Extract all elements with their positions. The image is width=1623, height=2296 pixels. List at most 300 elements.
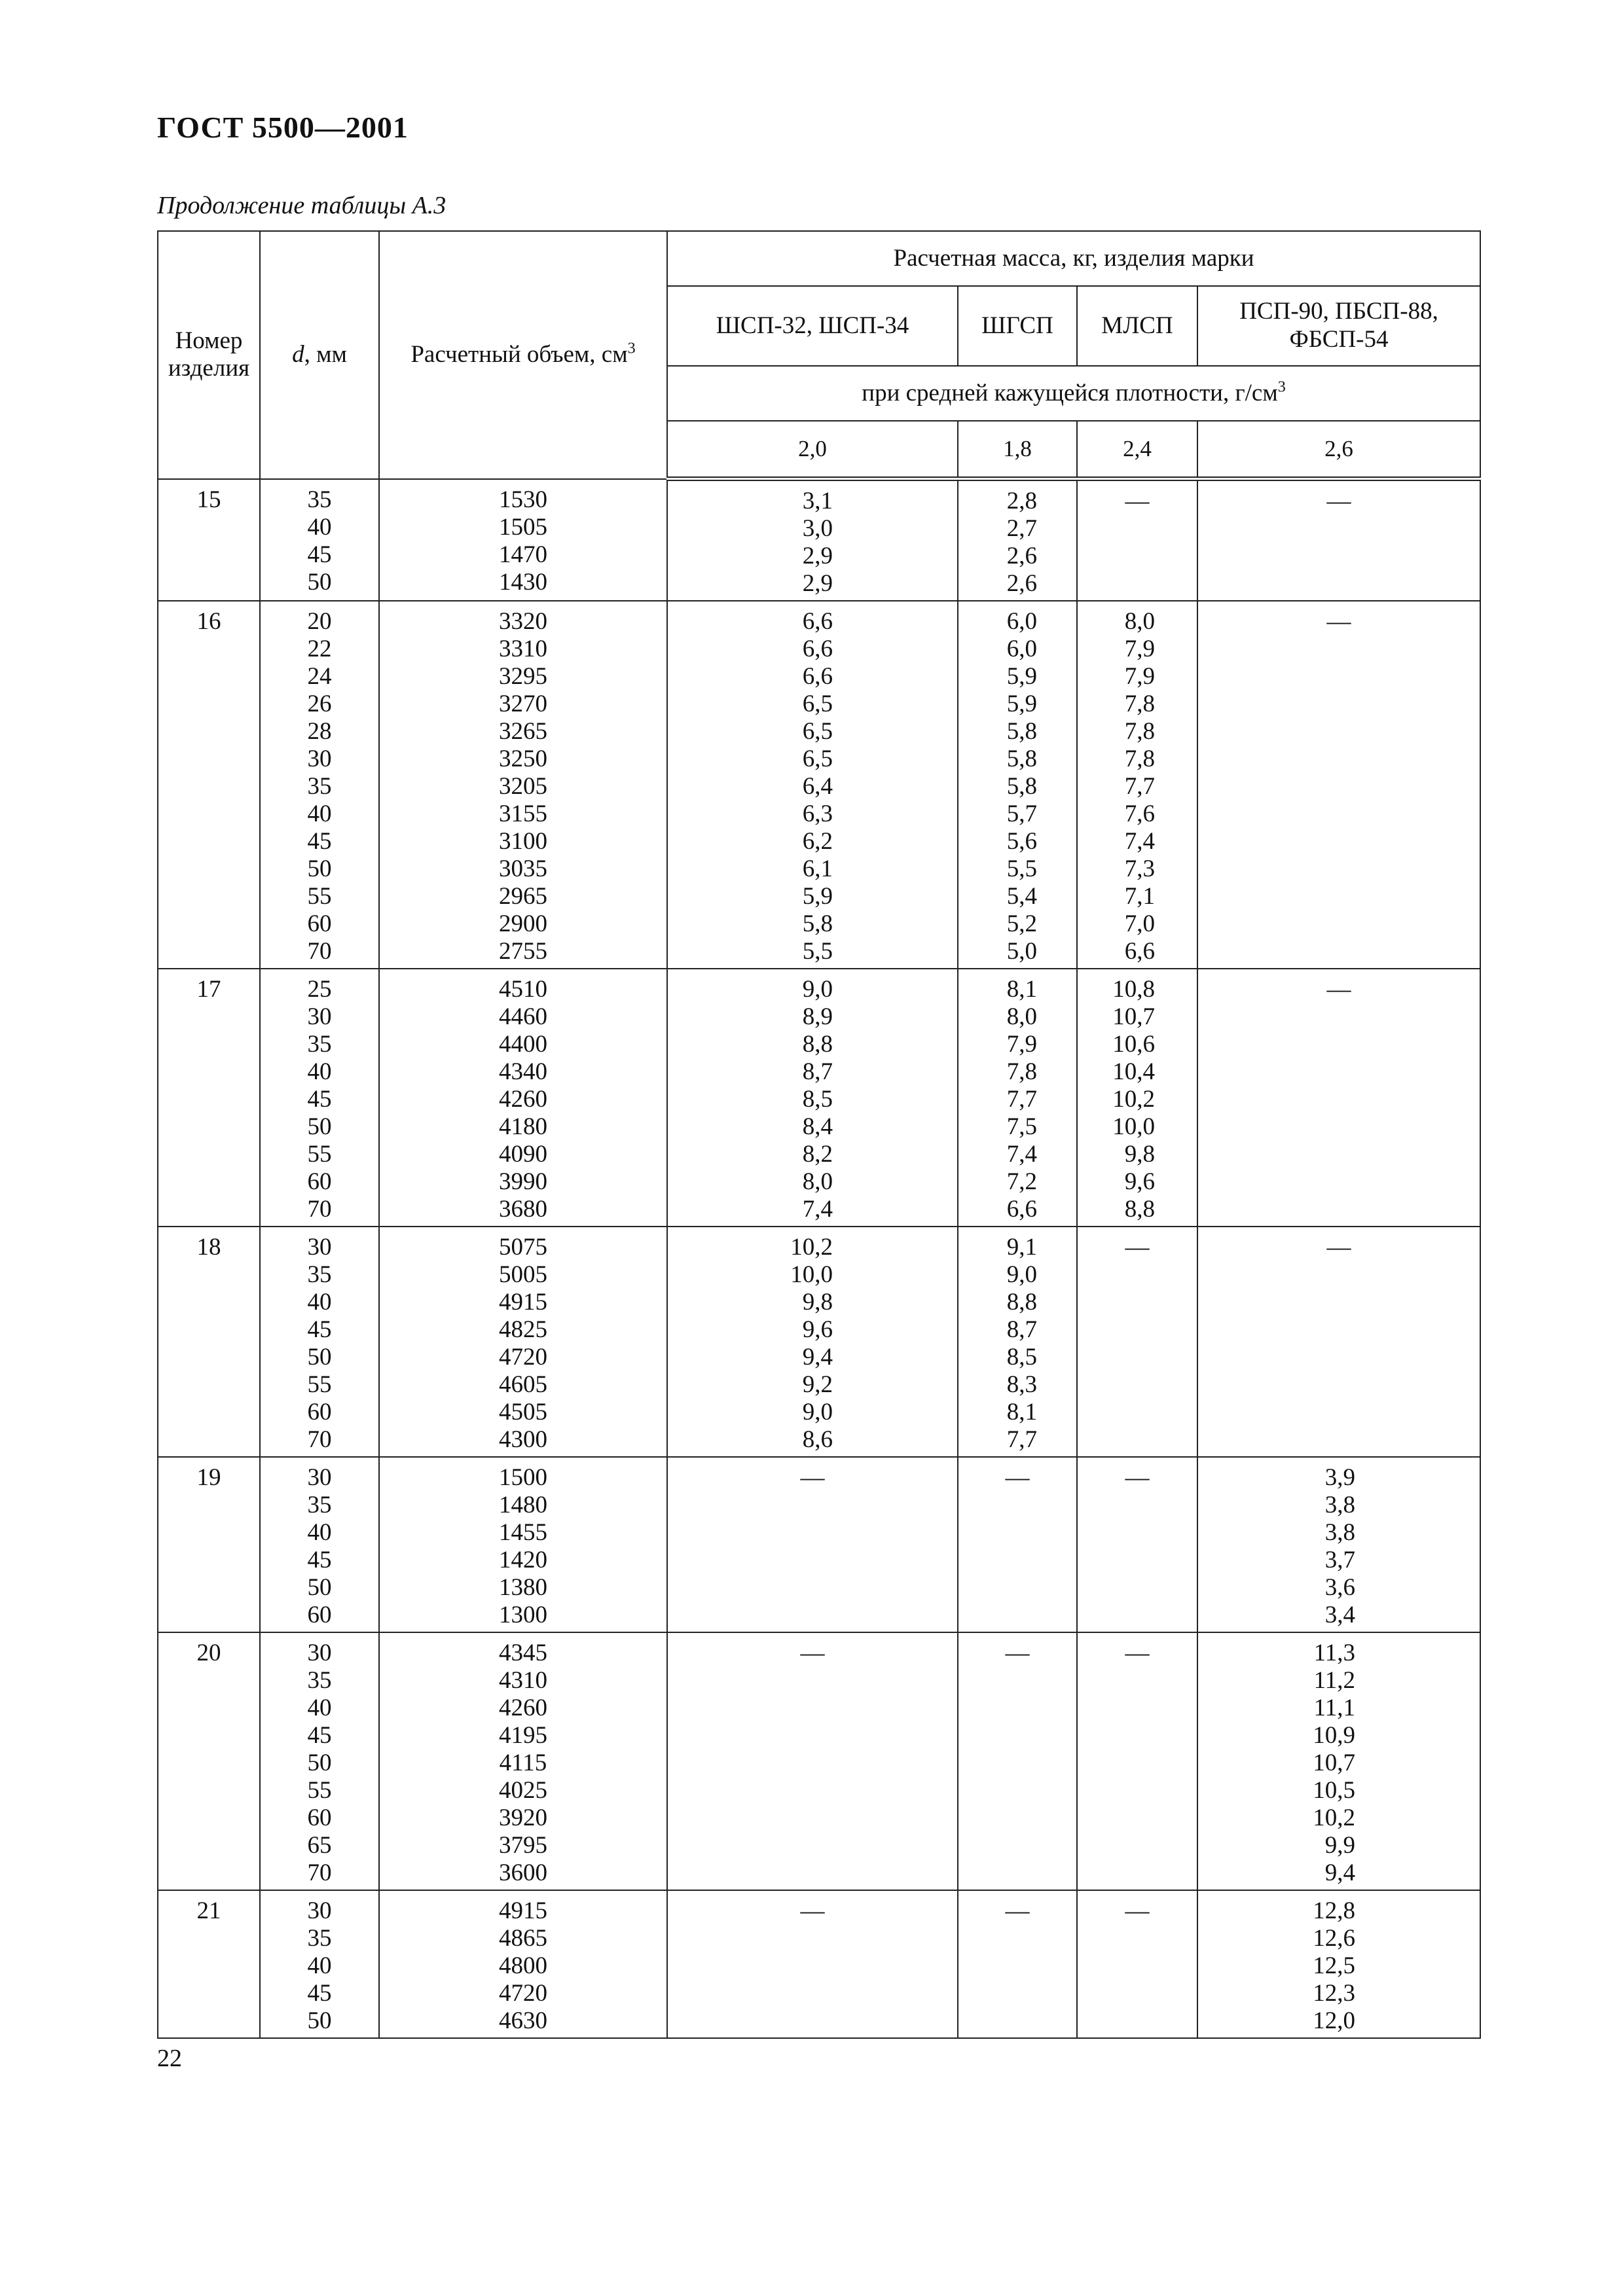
volume-value: 3100 bbox=[499, 828, 547, 855]
volume-value: 4260 bbox=[499, 1086, 547, 1113]
shgsp-value: 2,6 bbox=[1006, 570, 1037, 597]
header-density-mlsp: 2,4 bbox=[1077, 421, 1197, 479]
shsp-value: 6,5 bbox=[802, 691, 833, 717]
mlsp-value: 10,7 bbox=[1112, 1003, 1155, 1030]
d-value: 50 bbox=[307, 1749, 332, 1776]
table-row bbox=[158, 601, 1480, 969]
d-value: 70 bbox=[307, 1196, 332, 1223]
shgsp-value: 5,0 bbox=[1006, 938, 1037, 965]
d-value: 35 bbox=[307, 1492, 332, 1518]
mass-shgsp-cell bbox=[958, 969, 1077, 1227]
document-title: ГОСТ 5500—2001 bbox=[157, 111, 409, 144]
volume-value: 3155 bbox=[499, 800, 547, 827]
mass-shsp-cell bbox=[667, 601, 958, 969]
d-value: 50 bbox=[307, 1113, 332, 1140]
shsp-value: 6,3 bbox=[802, 800, 833, 827]
d-value: 40 bbox=[307, 513, 332, 541]
header-brand-shgsp: ШГСП bbox=[958, 286, 1077, 366]
d-cell bbox=[260, 1227, 379, 1457]
psp-value: 10,5 bbox=[1313, 1777, 1356, 1804]
mass-shsp-cell bbox=[667, 1227, 958, 1457]
shsp-value: 9,0 bbox=[802, 976, 833, 1003]
mass-shgsp-cell bbox=[958, 601, 1077, 969]
psp-value: 3,9 bbox=[1324, 1464, 1356, 1491]
volume-cell bbox=[379, 1890, 667, 2038]
volume-value: 4825 bbox=[499, 1316, 547, 1343]
volume-value: 4865 bbox=[499, 1925, 547, 1952]
d-cell bbox=[260, 479, 379, 601]
d-value: 35 bbox=[307, 1261, 332, 1288]
mass-mlsp-cell bbox=[1077, 1890, 1197, 2038]
d-value: 55 bbox=[307, 883, 332, 910]
volume-value: 4915 bbox=[499, 1897, 547, 1924]
d-value: 45 bbox=[307, 541, 332, 568]
mlsp-value: 10,8 bbox=[1112, 976, 1155, 1003]
mlsp-value: 6,6 bbox=[1124, 938, 1155, 965]
shsp-value: 6,6 bbox=[802, 663, 833, 690]
header-brand-shsp: ШСП-32, ШСП-34 bbox=[667, 286, 958, 366]
item-number: 21 bbox=[196, 1897, 221, 1924]
volume-value: 4195 bbox=[499, 1722, 547, 1749]
shgsp-value: 7,9 bbox=[1006, 1031, 1037, 1058]
shgsp-value: 2,8 bbox=[1006, 488, 1037, 514]
shgsp-value: 2,6 bbox=[1006, 543, 1037, 569]
volume-value: 4505 bbox=[499, 1399, 547, 1426]
volume-value: 4260 bbox=[499, 1695, 547, 1721]
item-number-cell bbox=[158, 969, 260, 1227]
shgsp-value: 5,9 bbox=[1006, 691, 1037, 717]
shsp-value: 6,4 bbox=[802, 773, 833, 800]
header-brand-psp: ПСП-90, ПБСП-88, ФБСП-54 bbox=[1197, 286, 1480, 366]
shsp-value: 9,2 bbox=[802, 1371, 833, 1398]
shsp-value: 3,1 bbox=[802, 488, 833, 514]
d-value: 40 bbox=[307, 1695, 332, 1721]
shgsp-value: 8,0 bbox=[1006, 1003, 1037, 1030]
d-value: 45 bbox=[307, 828, 332, 855]
shgsp-value: 8,3 bbox=[1006, 1371, 1037, 1398]
dash-value: — bbox=[1326, 608, 1351, 635]
shsp-value: 6,6 bbox=[802, 636, 833, 662]
header-density-shgsp: 1,8 bbox=[958, 421, 1077, 479]
mlsp-value: 7,1 bbox=[1124, 883, 1155, 910]
shsp-value: 8,7 bbox=[802, 1058, 833, 1085]
shsp-value: 5,8 bbox=[802, 910, 833, 937]
mlsp-value: 9,8 bbox=[1124, 1141, 1155, 1168]
header-volume bbox=[379, 231, 667, 479]
d-cell bbox=[260, 1632, 379, 1890]
shsp-value: 5,5 bbox=[802, 938, 833, 965]
psp-value: 11,1 bbox=[1313, 1695, 1356, 1721]
volume-cell bbox=[379, 1227, 667, 1457]
d-value: 65 bbox=[307, 1832, 332, 1859]
shgsp-value: 6,0 bbox=[1006, 608, 1037, 635]
d-value: 30 bbox=[307, 1464, 332, 1491]
mlsp-value: 8,0 bbox=[1124, 608, 1155, 635]
table-row bbox=[158, 1227, 1480, 1457]
item-number: 20 bbox=[196, 1640, 221, 1666]
d-value: 35 bbox=[307, 1667, 332, 1694]
d-value: 35 bbox=[307, 1925, 332, 1952]
item-number-cell bbox=[158, 479, 260, 601]
d-value: 45 bbox=[307, 1547, 332, 1573]
volume-value: 5005 bbox=[499, 1261, 547, 1288]
item-number-cell bbox=[158, 1890, 260, 2038]
volume-value: 4460 bbox=[499, 1003, 547, 1030]
d-value: 30 bbox=[307, 1897, 332, 1924]
volume-value: 5075 bbox=[499, 1234, 547, 1261]
dash-value: — bbox=[1005, 1464, 1030, 1491]
shgsp-value: 7,8 bbox=[1006, 1058, 1037, 1085]
mlsp-value: 10,6 bbox=[1112, 1031, 1155, 1058]
shsp-value: 2,9 bbox=[802, 543, 833, 569]
volume-value: 3250 bbox=[499, 745, 547, 772]
mlsp-value: 7,8 bbox=[1124, 691, 1155, 717]
shsp-value: 10,2 bbox=[790, 1234, 833, 1261]
mass-shgsp-cell bbox=[958, 1890, 1077, 2038]
volume-value: 4310 bbox=[499, 1667, 547, 1694]
shgsp-value: 5,8 bbox=[1006, 773, 1037, 800]
psp-value: 12,0 bbox=[1313, 2007, 1356, 2034]
dash-value: — bbox=[1125, 1897, 1150, 1924]
d-value: 45 bbox=[307, 1086, 332, 1113]
mlsp-value: 10,2 bbox=[1112, 1086, 1155, 1113]
volume-value: 4510 bbox=[499, 976, 547, 1003]
shgsp-value: 7,4 bbox=[1006, 1141, 1037, 1168]
shgsp-value: 5,4 bbox=[1006, 883, 1037, 910]
shsp-value: 9,8 bbox=[802, 1289, 833, 1316]
volume-value: 3035 bbox=[499, 855, 547, 882]
shgsp-value: 9,0 bbox=[1006, 1261, 1037, 1288]
mass-psp-cell bbox=[1197, 1227, 1480, 1457]
dash-value: — bbox=[800, 1640, 825, 1666]
d-value: 50 bbox=[307, 855, 332, 882]
volume-value: 4115 bbox=[499, 1749, 547, 1776]
volume-value: 4800 bbox=[499, 1952, 547, 1979]
header-volume-text: Расчетный объем, см bbox=[410, 340, 628, 368]
volume-value: 2755 bbox=[499, 938, 547, 965]
header-d bbox=[260, 231, 379, 479]
d-value: 35 bbox=[307, 773, 332, 800]
dash-value: — bbox=[800, 1464, 825, 1491]
mlsp-value: 7,8 bbox=[1124, 745, 1155, 772]
volume-value: 4720 bbox=[499, 1980, 547, 2007]
shsp-value: 9,4 bbox=[802, 1344, 833, 1371]
shsp-value: 8,0 bbox=[802, 1168, 833, 1195]
shsp-value: 8,5 bbox=[802, 1086, 833, 1113]
volume-value: 4720 bbox=[499, 1344, 547, 1371]
d-value: 60 bbox=[307, 910, 332, 937]
d-value: 40 bbox=[307, 1289, 332, 1316]
d-value: 60 bbox=[307, 1399, 332, 1426]
psp-value: 3,8 bbox=[1324, 1492, 1356, 1518]
shgsp-value: 6,6 bbox=[1006, 1196, 1037, 1223]
shgsp-value: 8,7 bbox=[1006, 1316, 1037, 1343]
psp-value: 11,2 bbox=[1313, 1667, 1356, 1694]
volume-cell bbox=[379, 601, 667, 969]
dash-value: — bbox=[1005, 1640, 1030, 1666]
d-value: 50 bbox=[307, 2007, 332, 2034]
volume-value: 3320 bbox=[499, 608, 547, 635]
mass-mlsp-cell bbox=[1077, 969, 1197, 1227]
shsp-value: 8,9 bbox=[802, 1003, 833, 1030]
mass-mlsp-cell bbox=[1077, 479, 1197, 601]
volume-value: 4345 bbox=[499, 1640, 547, 1666]
volume-cell bbox=[379, 479, 667, 601]
d-value: 55 bbox=[307, 1371, 332, 1398]
header-d-symbol: d bbox=[292, 340, 304, 368]
header-density-psp: 2,6 bbox=[1197, 421, 1480, 479]
mlsp-value: 10,0 bbox=[1112, 1113, 1155, 1140]
shsp-value: 8,8 bbox=[802, 1031, 833, 1058]
table-row bbox=[158, 1632, 1480, 1890]
header-brand-mlsp: МЛСП bbox=[1077, 286, 1197, 366]
shgsp-value: 7,7 bbox=[1006, 1426, 1037, 1453]
page-number: 22 bbox=[157, 2045, 182, 2072]
mass-shgsp-cell bbox=[958, 1457, 1077, 1632]
d-value: 55 bbox=[307, 1777, 332, 1804]
header-volume-sup: 3 bbox=[627, 340, 636, 357]
shgsp-value: 8,5 bbox=[1006, 1344, 1037, 1371]
mass-mlsp-cell bbox=[1077, 1227, 1197, 1457]
volume-value: 1380 bbox=[499, 1574, 547, 1601]
shgsp-value: 2,7 bbox=[1006, 515, 1037, 542]
dash-value: — bbox=[1326, 488, 1351, 514]
shsp-value: 6,6 bbox=[802, 608, 833, 635]
volume-value: 3990 bbox=[499, 1168, 547, 1195]
shgsp-value: 6,0 bbox=[1006, 636, 1037, 662]
d-cell bbox=[260, 969, 379, 1227]
psp-value: 12,3 bbox=[1313, 1980, 1356, 2007]
volume-value: 4025 bbox=[499, 1777, 547, 1804]
shsp-value: 6,1 bbox=[802, 855, 833, 882]
shgsp-value: 8,1 bbox=[1006, 1399, 1037, 1426]
volume-value: 1420 bbox=[499, 1547, 547, 1573]
mlsp-value: 7,9 bbox=[1124, 636, 1155, 662]
d-value: 70 bbox=[307, 938, 332, 965]
psp-value: 3,4 bbox=[1324, 1602, 1356, 1628]
mass-mlsp-cell bbox=[1077, 1457, 1197, 1632]
shsp-value: 6,5 bbox=[802, 745, 833, 772]
d-value: 40 bbox=[307, 1952, 332, 1979]
shsp-value: 8,4 bbox=[802, 1113, 833, 1140]
d-value: 28 bbox=[307, 718, 332, 745]
item-number: 18 bbox=[196, 1234, 221, 1261]
dash-value: — bbox=[1125, 1464, 1150, 1491]
dash-value: — bbox=[1005, 1897, 1030, 1924]
mlsp-value: 7,4 bbox=[1124, 828, 1155, 855]
volume-value: 1430 bbox=[499, 568, 547, 596]
dash-value: — bbox=[1125, 488, 1150, 514]
shsp-value: 2,9 bbox=[802, 570, 833, 597]
d-value: 30 bbox=[307, 1234, 332, 1261]
volume-value: 1455 bbox=[499, 1519, 547, 1546]
d-value: 60 bbox=[307, 1168, 332, 1195]
d-value: 20 bbox=[307, 608, 332, 635]
d-value: 40 bbox=[307, 1519, 332, 1546]
mass-shsp-cell bbox=[667, 1457, 958, 1632]
d-value: 35 bbox=[307, 1031, 332, 1058]
dash-value: — bbox=[1125, 1234, 1150, 1261]
d-value: 50 bbox=[307, 1574, 332, 1601]
shsp-value: 6,5 bbox=[802, 718, 833, 745]
psp-value: 12,8 bbox=[1313, 1897, 1356, 1924]
mass-shsp-cell bbox=[667, 1632, 958, 1890]
item-number: 15 bbox=[196, 486, 221, 513]
mlsp-value: 7,7 bbox=[1124, 773, 1155, 800]
d-value: 70 bbox=[307, 1859, 332, 1886]
mlsp-value: 7,8 bbox=[1124, 718, 1155, 745]
volume-value: 3795 bbox=[499, 1832, 547, 1859]
shsp-value: 9,0 bbox=[802, 1399, 833, 1426]
shsp-value: 9,6 bbox=[802, 1316, 833, 1343]
d-value: 22 bbox=[307, 636, 332, 662]
dash-value: — bbox=[1125, 1640, 1150, 1666]
item-number-cell bbox=[158, 601, 260, 969]
shgsp-value: 7,2 bbox=[1006, 1168, 1037, 1195]
volume-value: 1505 bbox=[499, 513, 547, 541]
item-number: 16 bbox=[196, 608, 221, 635]
volume-value: 4300 bbox=[499, 1426, 547, 1453]
psp-value: 3,7 bbox=[1324, 1547, 1356, 1573]
mass-psp-cell bbox=[1197, 601, 1480, 969]
volume-value: 4340 bbox=[499, 1058, 547, 1085]
shsp-value: 5,9 bbox=[802, 883, 833, 910]
mass-psp-cell bbox=[1197, 1632, 1480, 1890]
d-value: 60 bbox=[307, 1804, 332, 1831]
header-mass-group: Расчетная масса, кг, изделия марки bbox=[667, 231, 1480, 286]
volume-value: 3920 bbox=[499, 1804, 547, 1831]
volume-value: 3265 bbox=[499, 718, 547, 745]
d-value: 24 bbox=[307, 663, 332, 690]
shsp-value: 8,2 bbox=[802, 1141, 833, 1168]
psp-value: 10,7 bbox=[1313, 1749, 1356, 1776]
shsp-value: 10,0 bbox=[790, 1261, 833, 1288]
mass-shgsp-cell bbox=[958, 479, 1077, 601]
volume-value: 4180 bbox=[499, 1113, 547, 1140]
d-value: 30 bbox=[307, 1003, 332, 1030]
volume-value: 4090 bbox=[499, 1141, 547, 1168]
mass-psp-cell bbox=[1197, 1457, 1480, 1632]
psp-value: 10,9 bbox=[1313, 1722, 1356, 1749]
mlsp-value: 8,8 bbox=[1124, 1196, 1155, 1223]
volume-cell bbox=[379, 969, 667, 1227]
d-value: 45 bbox=[307, 1980, 332, 2007]
item-number-cell bbox=[158, 1632, 260, 1890]
mass-shsp-cell bbox=[667, 969, 958, 1227]
header-density-text: при средней кажущейся плотности, г/см bbox=[862, 379, 1278, 406]
volume-cell bbox=[379, 1632, 667, 1890]
mlsp-value: 7,0 bbox=[1124, 910, 1155, 937]
d-value: 25 bbox=[307, 976, 332, 1003]
volume-value: 4400 bbox=[499, 1031, 547, 1058]
volume-value: 3310 bbox=[499, 636, 547, 662]
table-row bbox=[158, 969, 1480, 1227]
header-density-shsp: 2,0 bbox=[667, 421, 958, 479]
volume-value: 3295 bbox=[499, 663, 547, 690]
d-value: 45 bbox=[307, 1722, 332, 1749]
item-number-cell bbox=[158, 1227, 260, 1457]
header-item-no: Номер изделия bbox=[158, 231, 260, 479]
volume-value: 3680 bbox=[499, 1196, 547, 1223]
psp-value: 12,6 bbox=[1313, 1925, 1356, 1952]
header-d-unit: , мм bbox=[304, 340, 347, 368]
volume-value: 3205 bbox=[499, 773, 547, 800]
dash-value: — bbox=[1326, 1234, 1351, 1261]
shsp-value: 6,2 bbox=[802, 828, 833, 855]
d-cell bbox=[260, 601, 379, 969]
shgsp-value: 5,9 bbox=[1006, 663, 1037, 690]
d-value: 40 bbox=[307, 1058, 332, 1085]
table-body bbox=[158, 479, 1480, 2039]
d-value: 55 bbox=[307, 1141, 332, 1168]
volume-value: 4630 bbox=[499, 2007, 547, 2034]
psp-value: 10,2 bbox=[1313, 1804, 1356, 1831]
mass-shgsp-cell bbox=[958, 1632, 1077, 1890]
volume-cell bbox=[379, 1457, 667, 1632]
volume-value: 1500 bbox=[499, 1464, 547, 1491]
item-number: 17 bbox=[196, 976, 221, 1003]
volume-value: 2900 bbox=[499, 910, 547, 937]
shgsp-value: 5,2 bbox=[1006, 910, 1037, 937]
psp-value: 9,4 bbox=[1324, 1859, 1356, 1886]
mlsp-value: 7,3 bbox=[1124, 855, 1155, 882]
item-number: 19 bbox=[196, 1464, 221, 1491]
volume-value: 3600 bbox=[499, 1859, 547, 1886]
d-value: 70 bbox=[307, 1426, 332, 1453]
volume-value: 3270 bbox=[499, 691, 547, 717]
mass-psp-cell bbox=[1197, 969, 1480, 1227]
mass-shsp-cell bbox=[667, 479, 958, 601]
shgsp-value: 7,7 bbox=[1006, 1086, 1037, 1113]
psp-value: 3,8 bbox=[1324, 1519, 1356, 1546]
volume-value: 4605 bbox=[499, 1371, 547, 1398]
volume-value: 1470 bbox=[499, 541, 547, 568]
table-row bbox=[158, 479, 1480, 601]
d-value: 40 bbox=[307, 800, 332, 827]
table-caption: Продолжение таблицы А.3 bbox=[157, 192, 447, 219]
mlsp-value: 10,4 bbox=[1112, 1058, 1155, 1085]
mlsp-value: 9,6 bbox=[1124, 1168, 1155, 1195]
d-value: 30 bbox=[307, 745, 332, 772]
d-value: 60 bbox=[307, 1602, 332, 1628]
psp-value: 9,9 bbox=[1324, 1832, 1356, 1859]
shgsp-value: 5,5 bbox=[1006, 855, 1037, 882]
shgsp-value: 5,8 bbox=[1006, 718, 1037, 745]
volume-value: 1480 bbox=[499, 1492, 547, 1518]
volume-value: 1530 bbox=[499, 486, 547, 513]
header-density bbox=[667, 366, 1480, 421]
shgsp-value: 5,7 bbox=[1006, 800, 1037, 827]
mass-psp-cell bbox=[1197, 479, 1480, 601]
volume-value: 4915 bbox=[499, 1289, 547, 1316]
psp-value: 11,3 bbox=[1313, 1640, 1356, 1666]
psp-value: 3,6 bbox=[1324, 1574, 1356, 1601]
shsp-value: 7,4 bbox=[802, 1196, 833, 1223]
mass-mlsp-cell bbox=[1077, 601, 1197, 969]
mass-psp-cell bbox=[1197, 1890, 1480, 2038]
d-value: 26 bbox=[307, 691, 332, 717]
mass-shsp-cell bbox=[667, 1890, 958, 2038]
item-number-cell bbox=[158, 1457, 260, 1632]
mlsp-value: 7,6 bbox=[1124, 800, 1155, 827]
d-value: 50 bbox=[307, 568, 332, 596]
psp-value: 12,5 bbox=[1313, 1952, 1356, 1979]
shgsp-value: 5,8 bbox=[1006, 745, 1037, 772]
d-cell bbox=[260, 1890, 379, 2038]
mass-table bbox=[157, 230, 1481, 2039]
mlsp-value: 7,9 bbox=[1124, 663, 1155, 690]
shgsp-value: 8,1 bbox=[1006, 976, 1037, 1003]
